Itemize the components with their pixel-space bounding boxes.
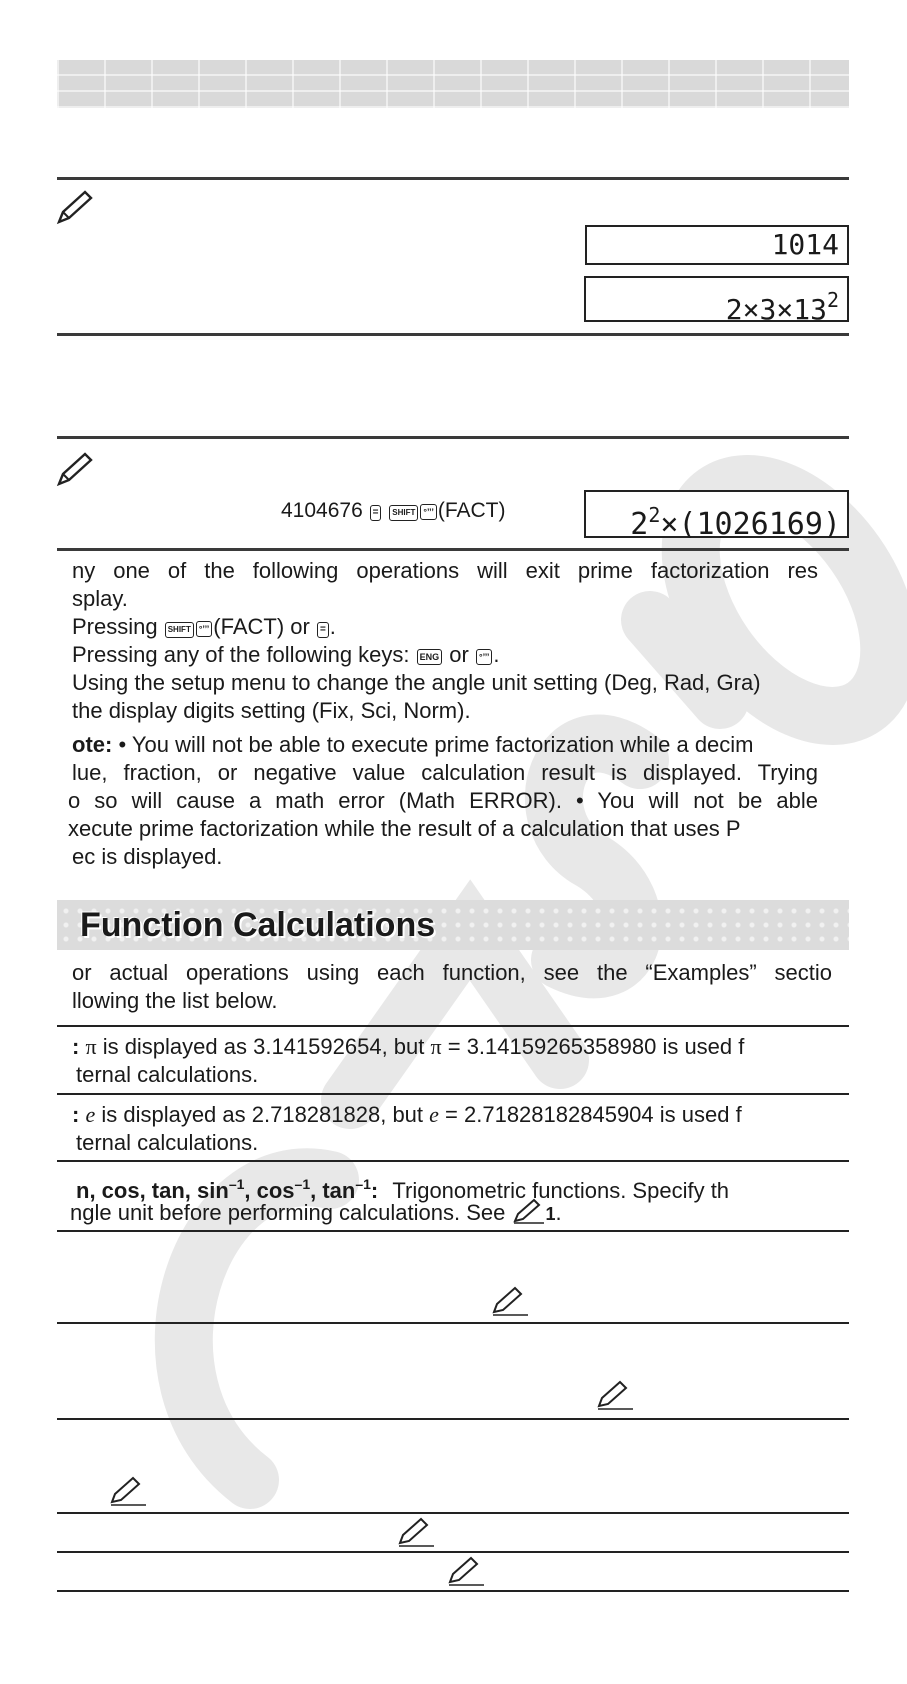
shift-key: SHIFT [389,505,418,521]
trig-entry-line2 [70,1198,562,1228]
eng-key: ENG [417,649,443,665]
trig-line2-text: ngle unit before performing calculations. See [70,1200,506,1225]
trig-line2-end: . [555,1200,562,1225]
e-entry-colon: : [72,1102,80,1127]
lcd-fact-base: 2 [630,507,649,542]
lcd-result-base: 2×3×13 [725,293,827,326]
fact-label: (FACT) [437,499,506,522]
lcd-input-value: 1014 [771,228,839,261]
e-symbol: e [429,1102,439,1127]
lcd-fact-rest: ×(1026169) [660,507,841,542]
exit-item3-line1: Using the setup menu to change the angle unit setting (Deg, Rad, Gra) [72,670,761,695]
shift-key: SHIFT [165,622,194,638]
pi-entry-end: = 3.14159265358980 is used f [447,1034,745,1059]
pi-symbol: π [85,1034,97,1059]
e-entry-end: = 2.71828182845904 is used f [445,1102,742,1127]
note-line4: xecute prime factorization while the result of a calculation that uses P [68,816,741,841]
function-section-title: Function Calculations [80,906,436,944]
pi-entry-line2: ternal calculations. [76,1062,259,1087]
entry-divider [57,1418,849,1420]
trig-reference-number: 1 [545,1204,556,1224]
note-label: ote: [72,732,113,757]
reference-pencil-icon[interactable] [446,1556,486,1586]
exit-item1-prefix: Pressing [72,614,158,639]
entry-divider [57,1322,849,1324]
keystroke-number: 4104676 [281,499,363,522]
lcd-display-result [584,276,849,326]
note-line5: ec is displayed. [72,844,223,869]
example1-bottom-rule [57,333,849,336]
degree-key: °’’’ [196,621,212,637]
pi-entry-mid: is displayed as 3.141592654, but [102,1034,425,1059]
header-pattern-bar [57,60,849,108]
example2-top-rule [57,436,849,439]
note-line1 [72,731,818,759]
lcd-result-exponent: 2 [826,288,839,312]
example1-top-rule [57,177,849,180]
exit-item-2 [72,641,500,669]
lcd-display-input [585,225,849,265]
reference-pencil-icon[interactable] [108,1476,148,1506]
lcd-display-fact-result [584,490,849,542]
entry-divider [57,1551,849,1553]
example2-keystrokes [281,497,506,525]
e-entry-line2: ternal calculations. [76,1130,259,1155]
entry-divider [57,1230,849,1232]
exit-intro-line1: ny one of the following operations will exit prime factorization res [72,558,818,583]
exit-item-1 [72,613,336,641]
note-line1-text: • You will not be able to execute prime factorization while a decim [118,732,754,757]
note-line3: o so will cause a math error (Math ERROR). • You will not be able [68,788,818,813]
equals-key: = [370,505,382,521]
entry-divider [57,1590,849,1592]
entry-divider [57,1025,849,1027]
entry-divider [57,1093,849,1095]
reference-pencil-icon[interactable] [512,1198,546,1224]
trig-functions-label: n, cos, tan, $\sin^{-1}$, $\cos^{-1}$, $\tan^{-1}$: [76,1176,379,1203]
exit-item1-fact: (FACT) or [213,614,310,639]
e-symbol: e [85,1102,96,1127]
pi-entry-colon: : [72,1034,80,1059]
example-pencil-icon [55,452,95,488]
degree-key: °’’’ [420,504,436,520]
function-intro-line1: or actual operations using each function, see the “Examples” sectio [72,960,832,985]
example-pencil-icon [55,190,95,226]
exit-intro-line2: splay. [72,586,128,611]
entry-divider [57,1160,849,1162]
degree-key: °’’’ [476,649,492,665]
exit-item2-suffix: . [493,642,500,667]
e-entry-mid: is displayed as 2.718281828, but [101,1102,424,1127]
function-intro-line2: llowing the list below. [72,988,278,1013]
equals-key: = [317,622,329,638]
example2-bottom-rule [57,548,849,551]
lcd-fact-exponent: 2 [648,503,661,527]
reference-pencil-icon[interactable] [396,1517,436,1547]
pi-entry-line1 [72,1033,744,1061]
note-line2: lue, fraction, or negative value calculation result is displayed. Trying [72,760,818,785]
reference-pencil-icon[interactable] [595,1380,635,1410]
pi-symbol: π [430,1034,442,1059]
trig-description: Trigonometric functions. Specify th [392,1178,730,1203]
reference-pencil-icon[interactable] [490,1286,530,1316]
exit-item2-prefix: Pressing any of the following keys: [72,642,410,667]
exit-item2-or: or [449,642,469,667]
exit-item3-line2: the display digits setting (Fix, Sci, Norm). [72,698,471,723]
exit-item1-suffix: . [329,614,336,639]
entry-divider [57,1512,849,1514]
e-entry-line1 [72,1101,742,1129]
